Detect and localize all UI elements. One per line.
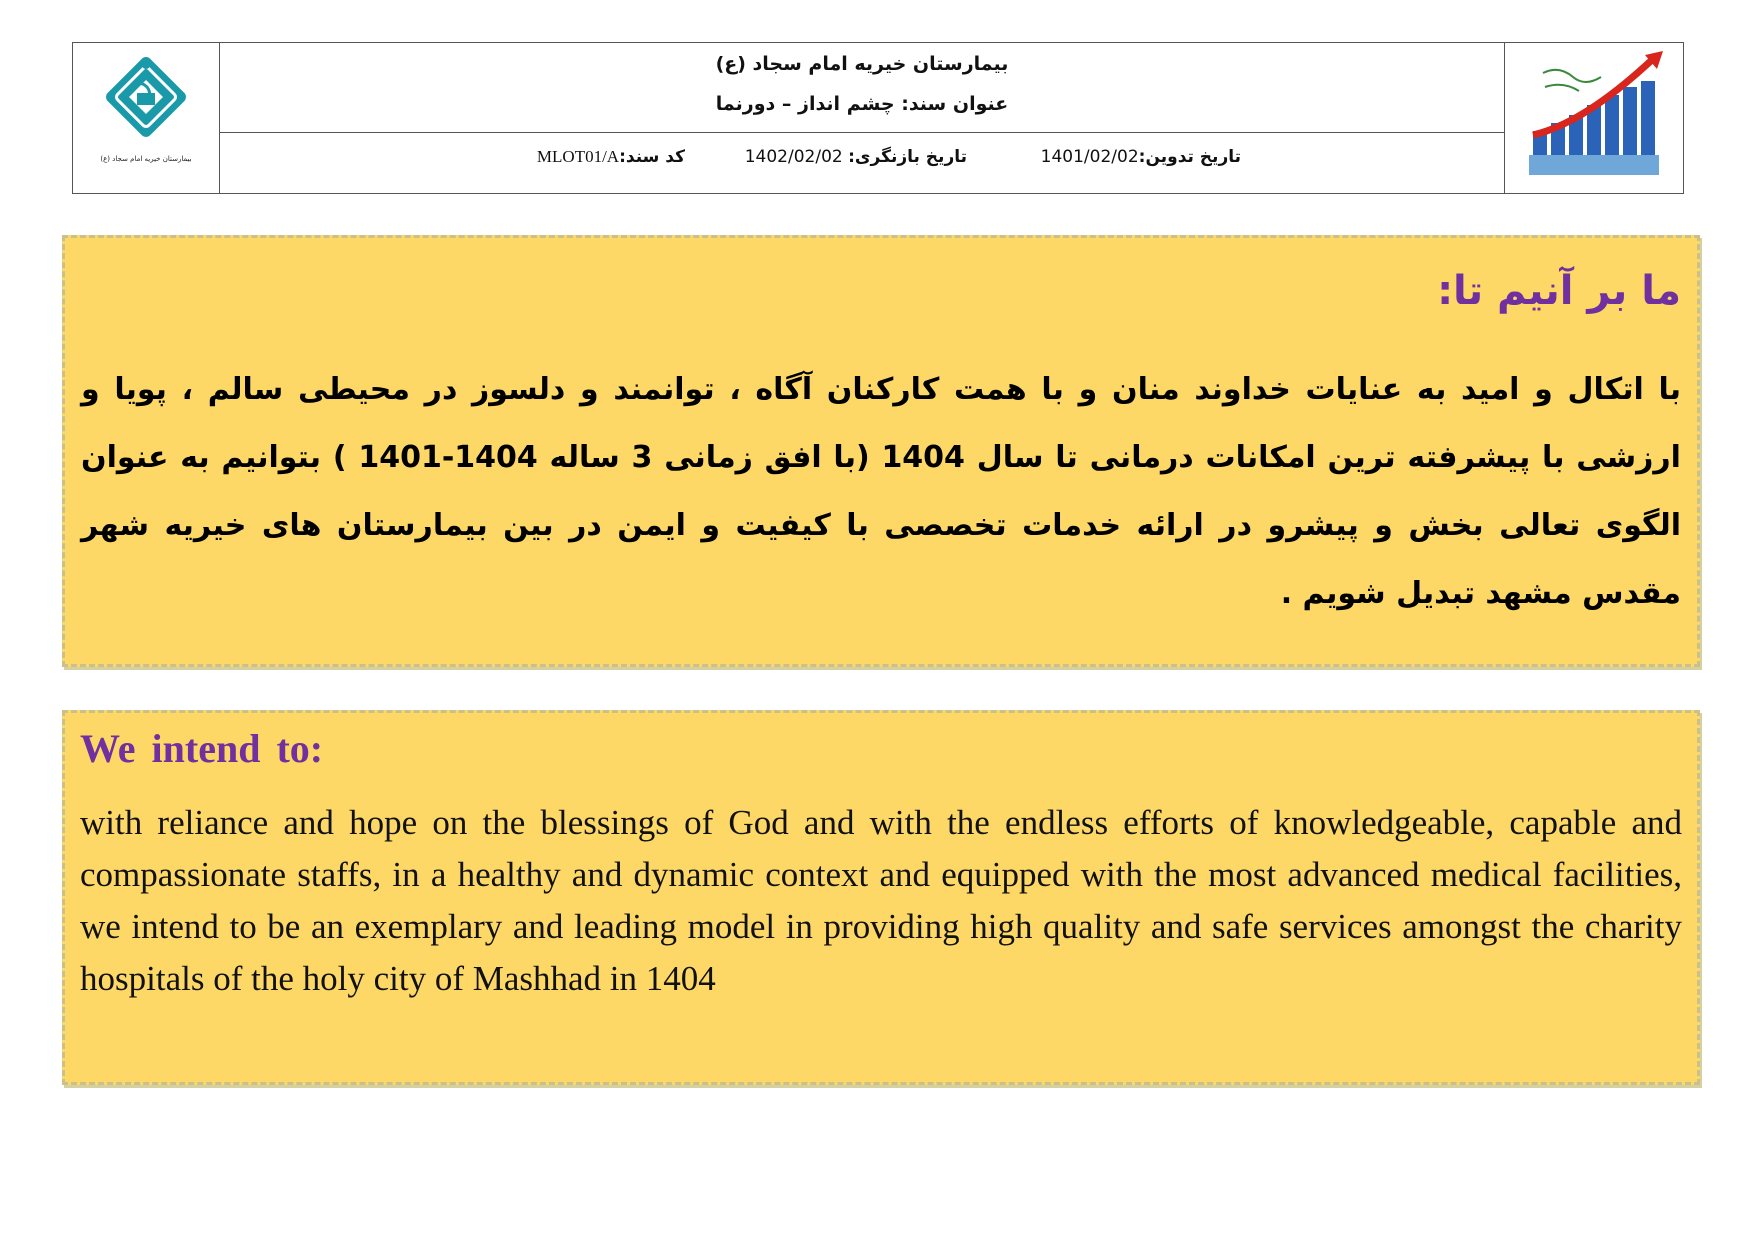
- compiled-value: 1401/02/02: [1040, 147, 1139, 167]
- hospital-logo-cell: [73, 43, 219, 193]
- code-label: کد سند:: [619, 147, 685, 167]
- revised-label: تاریخ بازنگری:: [848, 147, 967, 167]
- document-title: عنوان سند: چشم انداز – دورنما: [715, 93, 1009, 115]
- header-meta-block: [219, 133, 1505, 193]
- hospital-logo-caption: بیمارستان خیریه امام سجاد (ع): [100, 155, 192, 163]
- hospital-name: بیمارستان خیریه امام سجاد (ع): [715, 53, 1009, 75]
- english-heading: We intend to:: [80, 726, 324, 771]
- english-vision-box: [62, 710, 1700, 1085]
- english-body: with reliance and hope on the blessings of God and with the endless efforts of knowledgeable, capable and compassionate staffs, in a healthy and dynamic context and equipped with the most advanced medical facilities, we intend to be an exemplary and leading model in providing high quality and safe services amongst the charity hospitals of the holy city of Mashhad in 1404: [80, 803, 1682, 998]
- compiled-date: [1041, 147, 1241, 167]
- hospital-logo: [73, 43, 219, 153]
- persian-body: با اتکال و امید به عنایات خداوند منان و با همت کارکنان آگاه ، توانمند و دلسوز در محیطی سالم ، پویا و ارزشی با پیشرفته ترین امکانات درمانی تا سال 1404 (با افق زمانی 3 ساله 1404-1401 ) بتوانیم به عنوان الگوی تعالی بخش و پیشرو در ارائه خدمات تخصصی با کیفیت و ایمن در بین بیمارستان های خیریه شهر مقدس مشهد تبدیل شویم .: [81, 372, 1681, 611]
- meta-row: [219, 147, 1505, 177]
- quality-office-logo-cell: [1505, 43, 1683, 193]
- revised-date: [745, 147, 967, 167]
- compiled-label: تاریخ تدوین:: [1138, 147, 1241, 167]
- quality-chart-logo: [1505, 43, 1683, 193]
- document-code: [537, 147, 685, 167]
- code-value: MLOT01/A: [536, 147, 620, 166]
- header-title-block: [219, 43, 1505, 133]
- document-header: [72, 42, 1684, 194]
- persian-heading: ما بر آنیم تا:: [1437, 268, 1681, 314]
- revised-value: 1402/02/02: [744, 147, 843, 167]
- persian-vision-box: [62, 235, 1700, 667]
